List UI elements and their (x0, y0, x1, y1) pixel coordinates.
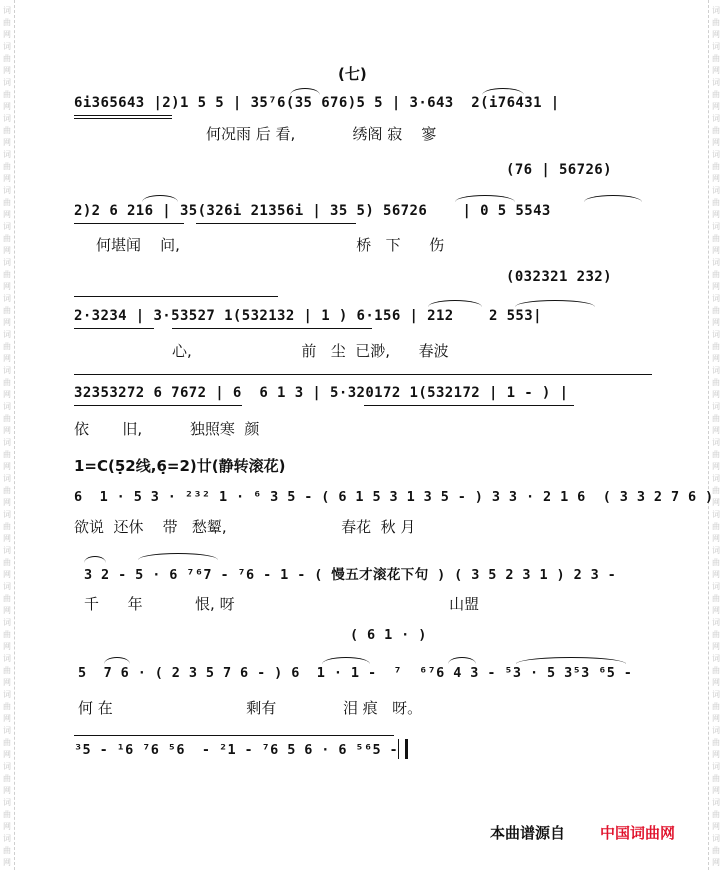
score-line-9: ( 6 1 · ) (350, 627, 427, 643)
watermark-glyph: 网 (712, 354, 720, 363)
watermark-glyph: 词 (3, 258, 11, 267)
watermark-glyph: 网 (712, 282, 720, 291)
score-line-10: 5 7 6 · ( 2 3 5 7 6 - ) 6 1 · 1 - ⁷ ⁶⁷6 4 3 - ⁵3 · 5 3⁵3 ⁶5 - (78, 665, 633, 681)
watermark-glyph: 曲 (712, 18, 720, 27)
score-line-8: 3 2 - 5 · 6 ⁷⁶7 - ⁷6 - 1 - ( 慢五才滚花下句 ) ( 3 5 2 3 1 ) 2 3 - (84, 567, 617, 583)
watermark-glyph: 网 (712, 318, 720, 327)
watermark-glyph: 词 (3, 6, 11, 15)
underline (74, 223, 184, 224)
watermark-glyph: 词 (712, 78, 720, 87)
slur (515, 300, 595, 307)
watermark-glyph: 网 (3, 462, 11, 471)
watermark-glyph: 网 (3, 606, 11, 615)
underline (172, 328, 372, 329)
watermark-glyph: 词 (3, 726, 11, 735)
watermark-glyph: 词 (3, 330, 11, 339)
watermark-glyph: 网 (712, 138, 720, 147)
watermark-glyph: 网 (712, 678, 720, 687)
watermark-glyph: 网 (712, 210, 720, 219)
watermark-glyph: 网 (712, 246, 720, 255)
watermark-glyph: 网 (3, 102, 11, 111)
watermark-glyph: 词 (3, 546, 11, 555)
watermark-glyph: 网 (3, 354, 11, 363)
watermark-glyph: 词 (3, 690, 11, 699)
watermark-glyph: 网 (712, 426, 720, 435)
watermark-column-left (0, 0, 15, 870)
watermark-glyph: 曲 (712, 162, 720, 171)
watermark-glyph: 曲 (3, 90, 11, 99)
underline (196, 223, 356, 224)
watermark-glyph: 词 (712, 366, 720, 375)
section-title: (七) (338, 65, 367, 83)
key-signature: 1=C(5̣2线,6̣=2)廿(静转滚花) (74, 457, 286, 475)
watermark-glyph: 网 (3, 390, 11, 399)
watermark-glyph: 网 (712, 174, 720, 183)
watermark-glyph: 曲 (712, 342, 720, 351)
watermark-glyph: 词 (3, 654, 11, 663)
watermark-glyph: 网 (3, 174, 11, 183)
watermark-glyph: 曲 (712, 738, 720, 747)
watermark-glyph: 网 (3, 498, 11, 507)
watermark-glyph: 曲 (3, 486, 11, 495)
slur-long (74, 374, 652, 375)
watermark-glyph: 曲 (3, 846, 11, 855)
watermark-glyph: 曲 (712, 126, 720, 135)
watermark-glyph: 曲 (712, 270, 720, 279)
watermark-glyph: 网 (712, 822, 720, 831)
watermark-glyph: 词 (3, 186, 11, 195)
watermark-column-right (708, 0, 723, 870)
watermark-glyph: 网 (712, 66, 720, 75)
watermark-glyph: 网 (3, 822, 11, 831)
watermark-glyph: 网 (712, 642, 720, 651)
watermark-glyph: 曲 (3, 738, 11, 747)
watermark-glyph: 词 (3, 222, 11, 231)
watermark-glyph: 网 (3, 210, 11, 219)
watermark-glyph: 网 (712, 570, 720, 579)
watermark-glyph: 词 (712, 654, 720, 663)
watermark-glyph: 词 (3, 114, 11, 123)
watermark-glyph: 曲 (712, 90, 720, 99)
watermark-glyph: 词 (3, 42, 11, 51)
watermark-glyph: 词 (3, 474, 11, 483)
score-line-3: 2)2 6 216 | 35(326i 21356i | 35 5) 56726 | 0 5 5543 (74, 203, 551, 219)
slur (455, 195, 515, 202)
watermark-glyph: 曲 (3, 450, 11, 459)
watermark-glyph: 词 (3, 78, 11, 87)
watermark-glyph: 词 (712, 258, 720, 267)
watermark-glyph: 词 (3, 618, 11, 627)
watermark-glyph: 曲 (712, 234, 720, 243)
watermark-glyph: 词 (3, 438, 11, 447)
watermark-glyph: 曲 (3, 522, 11, 531)
watermark-glyph: 词 (712, 330, 720, 339)
watermark-glyph: 曲 (712, 702, 720, 711)
watermark-glyph: 曲 (712, 198, 720, 207)
watermark-glyph: 词 (712, 798, 720, 807)
watermark-glyph: 曲 (3, 54, 11, 63)
watermark-glyph: 曲 (3, 162, 11, 171)
watermark-glyph: 词 (712, 762, 720, 771)
underline (74, 405, 242, 406)
watermark-glyph: 词 (3, 150, 11, 159)
score-line-2: (76 | 56726) (506, 162, 612, 178)
lyric-line-3: 心, 前 尘 已渺, 春波 (172, 342, 449, 360)
slur (138, 553, 218, 560)
watermark-glyph: 曲 (3, 126, 11, 135)
watermark-glyph: 词 (3, 762, 11, 771)
watermark-glyph: 词 (712, 114, 720, 123)
watermark-glyph: 网 (712, 102, 720, 111)
watermark-glyph: 网 (3, 246, 11, 255)
watermark-glyph: 词 (712, 150, 720, 159)
watermark-glyph: 网 (3, 678, 11, 687)
slur-long (74, 735, 394, 736)
score-line-11: ³5 - ¹6 ⁷6 ⁵6 - ²1 - ⁷6 5 6 · 6 ⁵⁶5 - (74, 742, 399, 758)
score-line-6: 32353272 6 7672 | 6 6 1 3 | 5·320172 1(532172 | 1 - ) | (74, 385, 569, 401)
watermark-glyph: 曲 (3, 198, 11, 207)
watermark-glyph: 曲 (712, 594, 720, 603)
watermark-glyph: 网 (712, 714, 720, 723)
source-site-link[interactable]: 中国词曲网 (600, 824, 676, 842)
watermark-glyph: 网 (3, 858, 11, 867)
slur (428, 300, 482, 307)
watermark-glyph: 词 (3, 582, 11, 591)
score-line-5: 2·3234 | 3·53527 1(532132 | 1 ) 6·156 | 212 2 553| (74, 308, 542, 324)
watermark-glyph: 曲 (3, 270, 11, 279)
slur (290, 88, 320, 95)
slur (322, 657, 370, 664)
watermark-glyph: 词 (3, 402, 11, 411)
slur (142, 195, 178, 202)
watermark-glyph: 曲 (712, 630, 720, 639)
watermark-glyph: 曲 (712, 846, 720, 855)
watermark-glyph: 曲 (3, 630, 11, 639)
watermark-glyph: 曲 (712, 378, 720, 387)
watermark-glyph: 网 (712, 786, 720, 795)
score-line-7: 6 1 · 5 3 · ²³² 1 · ⁶ 3 5 - ( 6 1 5 3 1 3 5 - ) 3 3 · 2 1 6 ( 3 3 2 7 6 ) (74, 489, 714, 505)
watermark-glyph: 词 (712, 582, 720, 591)
watermark-glyph: 曲 (3, 414, 11, 423)
underline (74, 115, 172, 116)
watermark-glyph: 词 (3, 834, 11, 843)
lyric-line-6: 千 年 恨, 呀 山盟 (84, 595, 480, 613)
lyric-line-1: 何况雨 后 看, 绣阁 寂 寥 (206, 125, 437, 143)
watermark-glyph: 词 (712, 510, 720, 519)
watermark-glyph: 词 (712, 42, 720, 51)
watermark-glyph: 词 (712, 186, 720, 195)
watermark-glyph: 曲 (3, 558, 11, 567)
watermark-glyph: 网 (712, 534, 720, 543)
watermark-glyph: 网 (3, 30, 11, 39)
watermark-glyph: 网 (712, 750, 720, 759)
watermark-glyph: 词 (712, 618, 720, 627)
watermark-glyph: 网 (712, 30, 720, 39)
slur-long (74, 296, 278, 297)
watermark-glyph: 词 (712, 690, 720, 699)
watermark-glyph: 曲 (3, 774, 11, 783)
watermark-glyph: 曲 (712, 522, 720, 531)
watermark-glyph: 曲 (712, 774, 720, 783)
watermark-glyph: 曲 (3, 306, 11, 315)
score-line-4: (032321 232) (506, 269, 612, 285)
watermark-glyph: 词 (3, 294, 11, 303)
watermark-glyph: 曲 (3, 18, 11, 27)
watermark-glyph: 词 (712, 438, 720, 447)
watermark-glyph: 曲 (3, 378, 11, 387)
slur (448, 657, 476, 664)
slur (584, 195, 642, 202)
watermark-glyph: 网 (3, 750, 11, 759)
watermark-glyph: 网 (3, 570, 11, 579)
watermark-glyph: 曲 (3, 594, 11, 603)
lyric-line-5: 欲说 还休 带 愁颦, 春花 秋 月 (74, 518, 416, 536)
watermark-glyph: 曲 (712, 54, 720, 63)
watermark-glyph: 词 (712, 6, 720, 15)
source-label: 本曲谱源自 (490, 824, 566, 842)
watermark-glyph: 曲 (3, 666, 11, 675)
watermark-glyph: 网 (3, 282, 11, 291)
watermark-glyph: 网 (712, 390, 720, 399)
watermark-glyph: 网 (712, 606, 720, 615)
watermark-glyph: 网 (3, 318, 11, 327)
watermark-glyph: 曲 (712, 810, 720, 819)
watermark-glyph: 词 (712, 474, 720, 483)
watermark-glyph: 词 (3, 510, 11, 519)
watermark-glyph: 曲 (3, 810, 11, 819)
underline (74, 118, 172, 119)
watermark-glyph: 词 (712, 546, 720, 555)
watermark-glyph: 网 (712, 498, 720, 507)
score-line-1: 6i365643 |2)1 5 5 | 35⁷6(35 676)5 5 | 3·643 2(i76431 | (74, 95, 560, 111)
slur (516, 657, 626, 664)
slur (104, 657, 130, 664)
watermark-glyph: 网 (3, 66, 11, 75)
watermark-glyph: 网 (3, 138, 11, 147)
watermark-glyph: 曲 (712, 306, 720, 315)
lyric-line-7: 何 在 剩有 泪 痕 呀。 (78, 699, 423, 717)
watermark-glyph: 曲 (712, 558, 720, 567)
watermark-glyph: 曲 (712, 414, 720, 423)
watermark-glyph: 词 (712, 726, 720, 735)
watermark-glyph: 曲 (712, 450, 720, 459)
watermark-glyph: 词 (712, 222, 720, 231)
watermark-glyph: 网 (3, 534, 11, 543)
watermark-glyph: 曲 (3, 702, 11, 711)
watermark-glyph: 词 (712, 294, 720, 303)
lyric-line-2: 何堪闻 问, 桥 下 伤 (96, 236, 445, 254)
watermark-glyph: 网 (712, 858, 720, 867)
final-barline (398, 739, 408, 759)
watermark-glyph: 网 (3, 426, 11, 435)
watermark-glyph: 曲 (3, 342, 11, 351)
slur (482, 88, 524, 95)
watermark-glyph: 网 (3, 642, 11, 651)
watermark-glyph: 曲 (712, 486, 720, 495)
underline (74, 328, 154, 329)
underline (364, 405, 574, 406)
watermark-glyph: 曲 (712, 666, 720, 675)
watermark-glyph: 网 (712, 462, 720, 471)
watermark-glyph: 词 (712, 402, 720, 411)
watermark-glyph: 词 (3, 366, 11, 375)
lyric-line-4: 依 旧, 独照寒 颜 (74, 420, 260, 438)
slur (84, 556, 106, 563)
watermark-glyph: 曲 (3, 234, 11, 243)
watermark-glyph: 网 (3, 714, 11, 723)
watermark-glyph: 词 (712, 834, 720, 843)
watermark-glyph: 词 (3, 798, 11, 807)
watermark-glyph: 网 (3, 786, 11, 795)
